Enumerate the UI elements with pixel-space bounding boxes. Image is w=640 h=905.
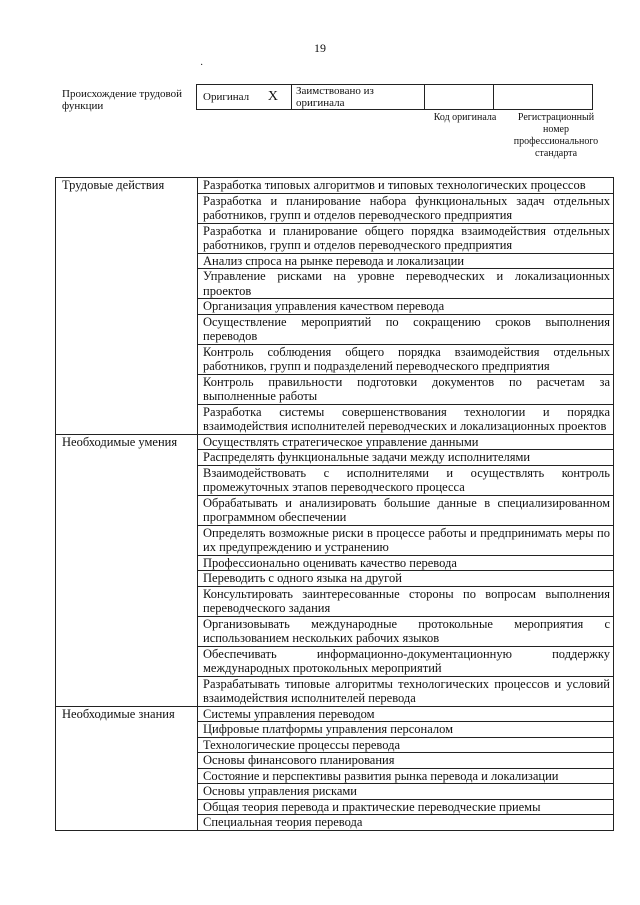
original-cell xyxy=(197,85,292,110)
code-cell xyxy=(425,85,494,110)
section-item: Контроль соблюдения общего порядка взаимодействия отдельных работников, групп и подразделений переводческого предприятия xyxy=(198,344,614,374)
section-item: Разработка и планирование общего порядка взаимодействия отдельных работников, групп и отделов переводческого предприятия xyxy=(198,223,614,253)
section-item: Управление рисками на уровне переводческих и локализационных проектов xyxy=(198,269,614,299)
section-item: Разработка типовых алгоритмов и типовых технологических процессов xyxy=(198,178,614,194)
origin-label: Происхождение трудовой функции xyxy=(62,88,183,112)
section-item: Контроль правильности подготовки документов по расчетам за выполненные работы xyxy=(198,374,614,404)
section-item: Распределять функциональные задачи между исполнителями xyxy=(198,450,614,466)
original-mark: X xyxy=(267,89,278,104)
section-item: Осуществлять стратегическое управление данными xyxy=(198,434,614,450)
section-item: Цифровые платформы управления персоналом xyxy=(198,722,614,738)
section-item: Организовывать международные протокольные мероприятия с использованием нескольких рабочих языков xyxy=(198,616,614,646)
borrowed-cell: Заимствовано из оригинала xyxy=(292,85,425,110)
section-item: Определять возможные риски в процессе работы и предпринимать меры по их предупреждению и устранению xyxy=(198,525,614,555)
section-item: Организация управления качеством перевода xyxy=(198,299,614,315)
original-label: Оригинал xyxy=(203,91,250,103)
page-number: 19 xyxy=(314,41,326,55)
section-title: Трудовые действия xyxy=(56,178,198,435)
section-item: Системы управления переводом xyxy=(198,706,614,722)
reg-number-caption: Регистрационный номер профессионального стандарта xyxy=(513,112,599,159)
scan-dot: · xyxy=(200,60,204,71)
section-item: Технологические процессы перевода xyxy=(198,737,614,753)
section-item: Консультировать заинтересованные стороны по вопросам выполнения переводческого задания xyxy=(198,586,614,616)
section-title: Необходимые умения xyxy=(56,434,198,706)
section-item: Осуществление мероприятий по сокращению сроков выполнения переводов xyxy=(198,314,614,344)
reg-number-cell xyxy=(494,85,593,110)
table-row xyxy=(56,706,614,722)
section-item: Основы финансового планирования xyxy=(198,753,614,769)
section-item: Состояние и перспективы развития рынка перевода и локализации xyxy=(198,768,614,784)
section-item: Взаимодействовать с исполнителями и осуществлять контроль промежуточных этапов переводческого процесса xyxy=(198,465,614,495)
table-row xyxy=(56,434,614,450)
section-item: Обеспечивать информационно-документационную поддержку международных протокольных мероприятий xyxy=(198,646,614,676)
section-item: Обрабатывать и анализировать большие данные в специализированном программном обеспечении xyxy=(198,495,614,525)
section-title: Необходимые знания xyxy=(56,706,198,830)
section-item: Переводить с одного языка на другой xyxy=(198,571,614,587)
code-caption: Код оригинала xyxy=(433,112,497,123)
section-item: Специальная теория перевода xyxy=(198,815,614,831)
section-item: Разработка системы совершенствования технологии и порядка взаимодействия исполнителей переводческих и локализационных проектов xyxy=(198,404,614,434)
section-item: Основы управления рисками xyxy=(198,784,614,800)
section-item: Разработка и планирование набора функциональных задач отдельных работников, групп и отделов переводческого предприятия xyxy=(198,193,614,223)
origin-table xyxy=(196,84,593,110)
labor-function-table xyxy=(55,177,614,831)
section-item: Анализ спроса на рынке перевода и локализации xyxy=(198,253,614,269)
section-item: Профессионально оценивать качество перевода xyxy=(198,555,614,571)
section-item: Общая теория перевода и практические переводческие приемы xyxy=(198,799,614,815)
table-row xyxy=(56,178,614,194)
section-item: Разрабатывать типовые алгоритмы технологических процессов и условий взаимодействия исполнителей перевода xyxy=(198,676,614,706)
